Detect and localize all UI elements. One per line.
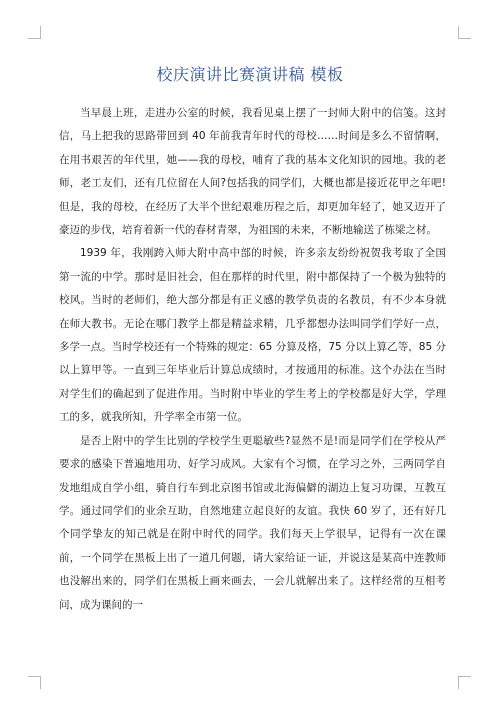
crop-mark-bottom-right xyxy=(458,676,471,689)
crop-mark-bottom-left xyxy=(28,676,41,689)
crop-mark-top-right xyxy=(458,26,471,39)
document-title: 校庆演讲比赛演讲稿 模板 xyxy=(156,65,344,84)
document-body xyxy=(59,102,446,617)
paragraph-2: 1939 年，我刚跨入师大附中高中部的时候，许多亲友纷纷祝贺我考取了全国第一流的中学。那时是旧社会，但在那样的时代里，附中都保持了一个极为独特的校风。当时的老师们，绝大部分都是有正义感的教学负责的名教员，有不少本身就在师大教书。无论在哪门教学上都是精益求精，几乎都想办法叫同学们学好一点，多学一点。当时学校还有一个特殊的规定：65 分算及格，75 分以上算乙等，85 分以上算甲等。一直到三年毕业后计算总成绩时，才按通用的标准。这个办法在当时对学生们的确起到了促进作用。当时附中毕业的学生考上的学校都是好大学，学理工的多，就我所知，升学率全市第一位。 xyxy=(59,247,446,424)
paragraph-3: 是否上附中的学生比别的学校学生更聪敏些?显然不是!而是同学们在学校从严要求的感染下普遍地用功，好学习成风。大家有个习惯，在学习之外，三两同学自发地组成自学小组，骑自行车到北京图书馆或北海偏僻的湖边上复习功课，互教互学。通过同学们的业余互助，自然地建立起良好的友谊。我快 60 岁了，还有好几个同学挚友的知己就是在附中时代的同学。我们每天上学很早，记得有一次在课前，一个同学在黑板上出了一道几何题，请大家给证一证，并说这是某高中连教师也没解出来的，同学们在黑板上画来画去，一会儿就解出来了。这样经常的互相考问，成为课间的一 xyxy=(59,434,446,611)
crop-mark-top-left xyxy=(28,26,41,39)
paragraph-1: 当早晨上班，走进办公室的时候，我看见桌上摆了一封师大附中的信笺。这封信，马上把我的思路带回到 40 年前我青年时代的母校……时间是多么不留情啊，在用书艰苦的年代里，她——我的母校，哺育了我的基本文化知识的园地。我的老师，老工友们，还有几位留在人间?包括我的同学们，大概也都是接近花甲之年吧!但是，我的母校，在经历了大半个世纪艰难历程之后，却更加年轻了，她又迈开了豪迈的步伐，培育着新一代的春材青翠，为祖国的未来，不断地输送了栋梁之材。 xyxy=(59,107,446,237)
